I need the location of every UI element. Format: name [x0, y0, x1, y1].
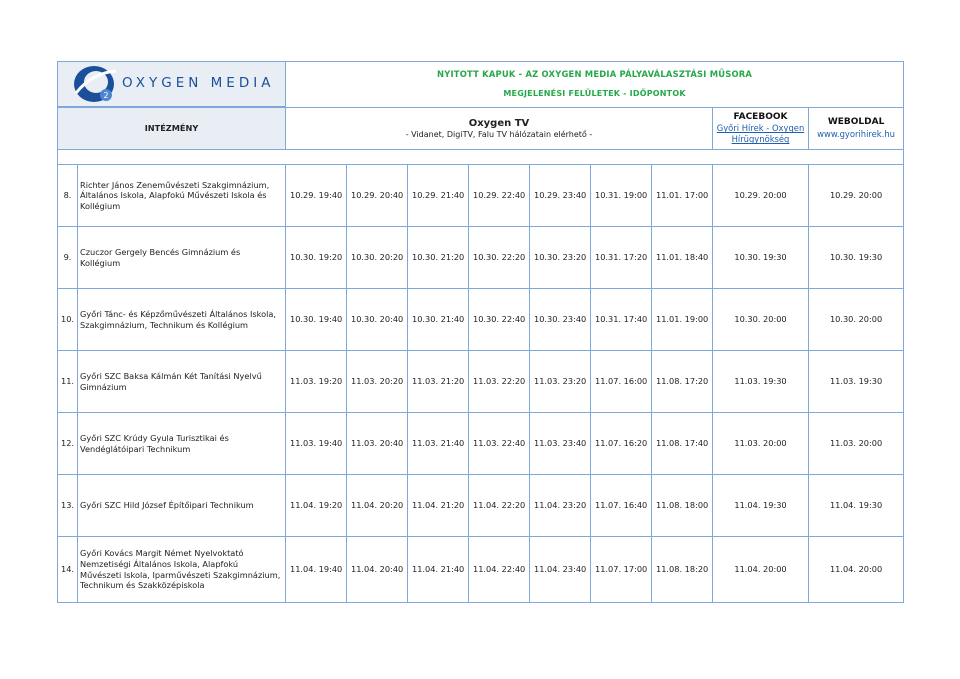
tv-broadcast-time: 11.07. 16:40 — [591, 475, 652, 537]
logo-cell — [58, 62, 286, 107]
tv-broadcast-time: 11.04. 22:40 — [469, 537, 530, 603]
tv-broadcast-time: 11.03. 19:40 — [286, 413, 347, 475]
tv-broadcast-time: 11.03. 23:20 — [530, 351, 591, 413]
column-header-row — [58, 108, 904, 150]
schedule-table — [57, 61, 904, 603]
title-row — [58, 62, 904, 107]
svg-text:2: 2 — [103, 91, 109, 100]
tv-broadcast-time: 11.07. 17:00 — [591, 537, 652, 603]
tv-broadcast-time: 10.29. 23:40 — [530, 165, 591, 227]
facebook-link-line2[interactable]: Hírügynökség — [731, 134, 790, 145]
logo-text: OXYGEN MEDIA — [122, 75, 275, 92]
website-time: 10.29. 20:00 — [809, 165, 904, 227]
tv-broadcast-time: 11.04. 20:20 — [347, 475, 408, 537]
facebook-time: 11.04. 19:30 — [713, 475, 809, 537]
facebook-link-line1[interactable]: Győri Hírek - Oxygen — [716, 123, 805, 134]
tv-broadcast-time: 11.07. 16:20 — [591, 413, 652, 475]
tv-description: - Vidanet, DigiTV, Falu TV hálózatain elérhető - — [405, 129, 593, 139]
row-number: 12. — [58, 413, 78, 475]
table-row — [58, 289, 904, 351]
tv-broadcast-time: 11.03. 21:40 — [408, 413, 469, 475]
tv-broadcast-time: 11.03. 21:20 — [408, 351, 469, 413]
tv-broadcast-time: 10.30. 22:20 — [469, 227, 530, 289]
facebook-time: 10.30. 20:00 — [713, 289, 809, 351]
tv-broadcast-time: 10.30. 23:20 — [530, 227, 591, 289]
tv-broadcast-time: 10.30. 19:40 — [286, 289, 347, 351]
tv-broadcast-time: 11.03. 20:20 — [347, 351, 408, 413]
tv-broadcast-time: 11.01. 17:00 — [652, 165, 713, 227]
tv-broadcast-time: 10.30. 19:20 — [286, 227, 347, 289]
tv-broadcast-time: 11.08. 18:20 — [652, 537, 713, 603]
row-number: 10. — [58, 289, 78, 351]
table-row — [58, 537, 904, 603]
program-subtitle: MEGJELENÉSI FELÜLETEK - IDŐPONTOK — [503, 88, 686, 98]
tv-broadcast-time: 11.03. 19:20 — [286, 351, 347, 413]
oxygen-logo-icon — [72, 63, 118, 105]
tv-broadcast-time: 11.08. 17:40 — [652, 413, 713, 475]
blank-spacer — [58, 150, 904, 165]
website-header — [809, 108, 904, 150]
tv-broadcast-time: 11.04. 19:40 — [286, 537, 347, 603]
row-number: 8. — [58, 165, 78, 227]
facebook-time: 11.03. 20:00 — [713, 413, 809, 475]
tv-broadcast-time: 11.01. 19:00 — [652, 289, 713, 351]
institution-name: Czuczor Gergely Bencés Gimnázium és Kollégium — [78, 227, 286, 289]
facebook-time: 11.04. 20:00 — [713, 537, 809, 603]
oxygen-tv-header — [286, 108, 713, 150]
program-title: NYITOTT KAPUK - AZ OXYGEN MEDIA PÁLYAVÁLASZTÁSI MŰSORA — [437, 69, 753, 79]
tv-broadcast-time: 10.30. 20:40 — [347, 289, 408, 351]
tv-broadcast-time: 11.03. 22:20 — [469, 351, 530, 413]
table-row — [58, 475, 904, 537]
tv-broadcast-time: 11.01. 18:40 — [652, 227, 713, 289]
tv-broadcast-time: 10.29. 19:40 — [286, 165, 347, 227]
tv-broadcast-time: 11.03. 20:40 — [347, 413, 408, 475]
tv-broadcast-time: 10.31. 17:20 — [591, 227, 652, 289]
tv-broadcast-time: 10.30. 21:40 — [408, 289, 469, 351]
tv-broadcast-time: 10.31. 19:00 — [591, 165, 652, 227]
institution-name: Győri SZC Hild József Építőipari Technikum — [78, 475, 286, 537]
tv-broadcast-time: 10.29. 21:40 — [408, 165, 469, 227]
institution-name: Richter János Zeneművészeti Szakgimnázium, Általános Iskola, Alapfokú Művészeti Iskola és Kollégium — [78, 165, 286, 227]
table-row — [58, 413, 904, 475]
tv-broadcast-time: 10.29. 22:40 — [469, 165, 530, 227]
website-time: 10.30. 20:00 — [809, 289, 904, 351]
institution-name: Győri SZC Baksa Kálmán Két Tanítási Nyelvű Gimnázium — [78, 351, 286, 413]
facebook-time: 10.29. 20:00 — [713, 165, 809, 227]
facebook-title: FACEBOOK — [733, 111, 788, 122]
tv-broadcast-time: 11.04. 23:40 — [530, 537, 591, 603]
schedule-rows — [58, 165, 904, 603]
facebook-time: 10.30. 19:30 — [713, 227, 809, 289]
tv-broadcast-time: 10.30. 20:20 — [347, 227, 408, 289]
tv-title: Oxygen TV — [468, 117, 530, 129]
table-row — [58, 165, 904, 227]
table-row — [58, 227, 904, 289]
institution-header: INTÉZMÉNY — [58, 108, 286, 150]
website-title: WEBOLDAL — [827, 117, 885, 128]
institution-name: Győri Tánc- és Képzőművészeti Általános Iskola, Szakgimnázium, Technikum és Kollégium — [78, 289, 286, 351]
tv-broadcast-time: 10.30. 23:40 — [530, 289, 591, 351]
institution-name: Győri SZC Krúdy Gyula Turisztikai és Vendéglátóipari Technikum — [78, 413, 286, 475]
tv-broadcast-time: 11.04. 21:40 — [408, 537, 469, 603]
tv-broadcast-time: 10.31. 17:40 — [591, 289, 652, 351]
tv-broadcast-time: 11.03. 22:40 — [469, 413, 530, 475]
program-title-cell — [286, 62, 904, 108]
website-time: 11.03. 19:30 — [809, 351, 904, 413]
tv-broadcast-time: 10.30. 21:20 — [408, 227, 469, 289]
tv-broadcast-time: 10.30. 22:40 — [469, 289, 530, 351]
table-row — [58, 351, 904, 413]
tv-broadcast-time: 11.04. 23:20 — [530, 475, 591, 537]
tv-broadcast-time: 11.04. 19:20 — [286, 475, 347, 537]
website-link[interactable]: www.gyorihirek.hu — [817, 128, 895, 139]
row-number: 11. — [58, 351, 78, 413]
row-number: 9. — [58, 227, 78, 289]
tv-broadcast-time: 11.08. 18:00 — [652, 475, 713, 537]
tv-broadcast-time: 11.07. 16:00 — [591, 351, 652, 413]
tv-broadcast-time: 11.04. 21:20 — [408, 475, 469, 537]
tv-broadcast-time: 10.29. 20:40 — [347, 165, 408, 227]
institution-name: Győri Kovács Margit Német Nyelvoktató Nemzetiségi Általános Iskola, Alapfokú Művészeti Iskola, Iparművészeti Szakgimnázium, Technikum és Szakközépiskola — [78, 537, 286, 603]
tv-broadcast-time: 11.04. 20:40 — [347, 537, 408, 603]
tv-broadcast-time: 11.03. 23:40 — [530, 413, 591, 475]
row-number: 13. — [58, 475, 78, 537]
oxygen-media-logo — [72, 63, 285, 105]
tv-broadcast-time: 11.08. 17:20 — [652, 351, 713, 413]
website-time: 11.04. 20:00 — [809, 537, 904, 603]
tv-broadcast-time: 11.04. 22:20 — [469, 475, 530, 537]
facebook-time: 11.03. 19:30 — [713, 351, 809, 413]
website-time: 11.03. 20:00 — [809, 413, 904, 475]
website-time: 11.04. 19:30 — [809, 475, 904, 537]
facebook-header — [713, 108, 809, 150]
blank-row — [58, 150, 904, 165]
row-number: 14. — [58, 537, 78, 603]
website-time: 10.30. 19:30 — [809, 227, 904, 289]
